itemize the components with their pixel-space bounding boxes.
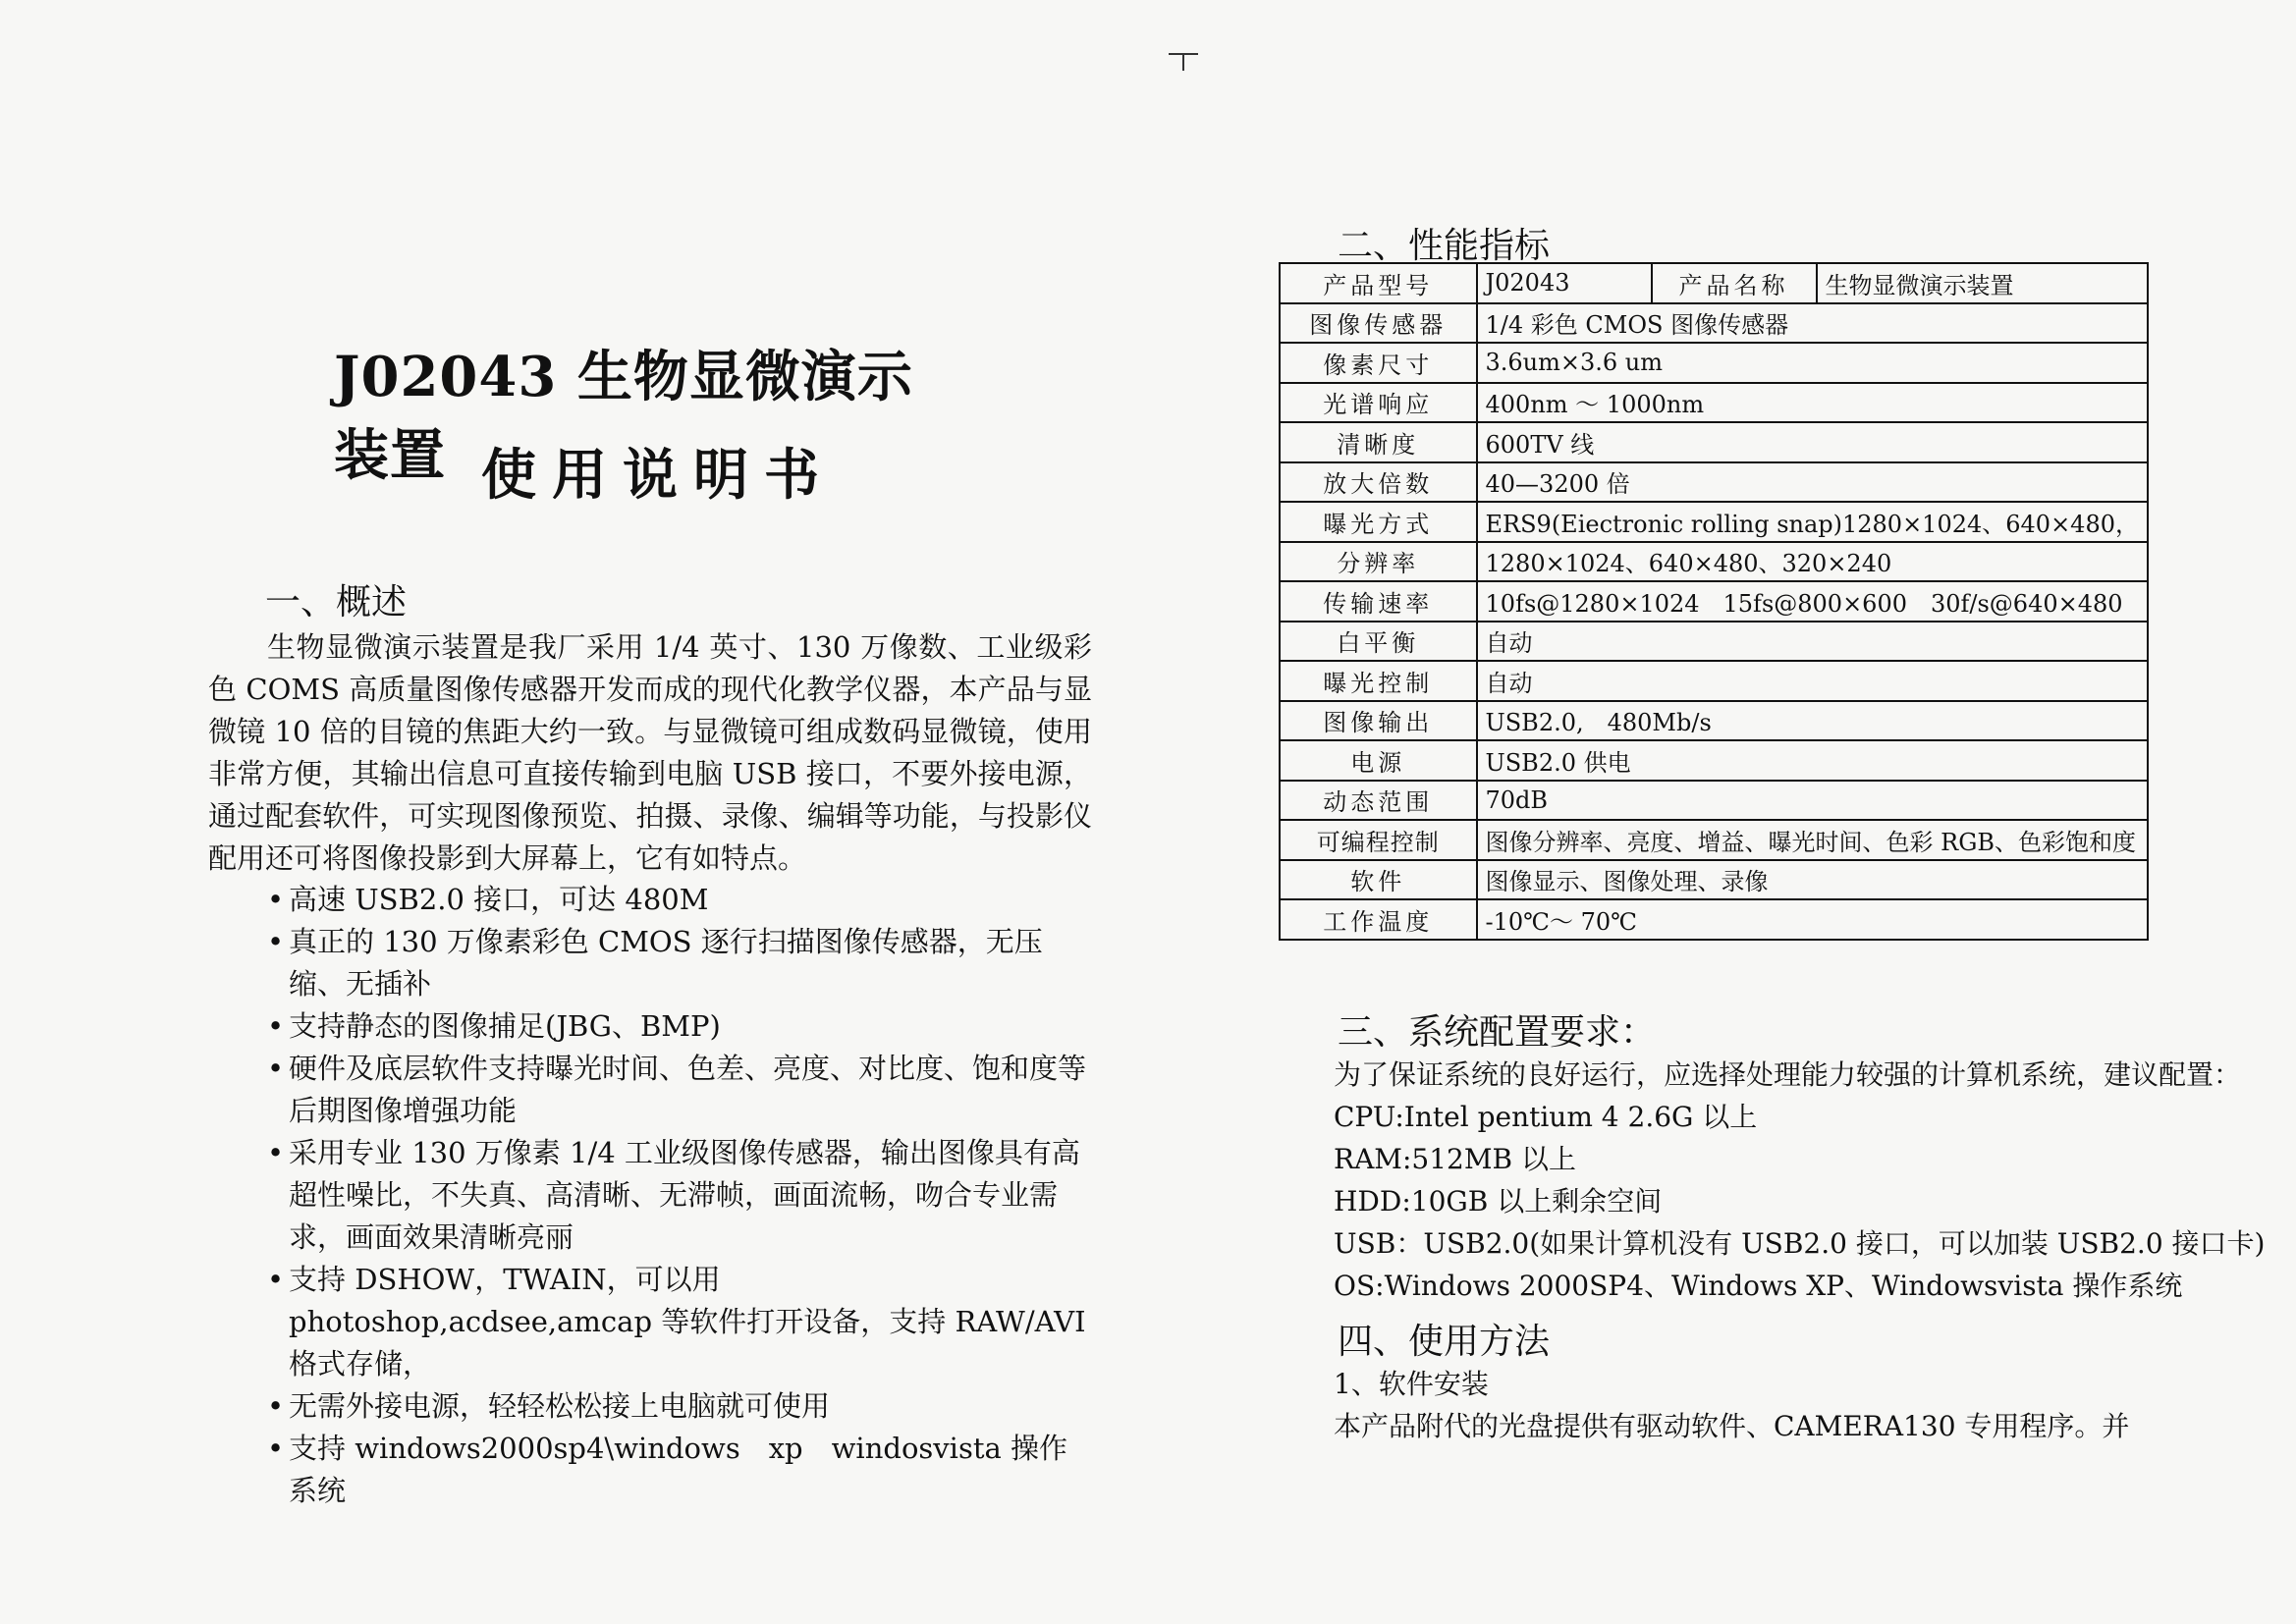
spec-value: 生物显微演示装置	[1817, 263, 2148, 303]
list-item: • 无需外接电源，轻轻松松接上电脑就可使用	[267, 1385, 1092, 1428]
spec-label: 光谱响应	[1280, 383, 1477, 423]
intro-paragraph	[208, 626, 1092, 880]
spec-label: 软件	[1280, 860, 1477, 900]
system-line: OS:Windows 2000SP4、Windows XP、Windowsvista 操作系统	[1334, 1270, 2183, 1302]
spec-label: 动态范围	[1280, 781, 1477, 821]
spec-label: 清晰度	[1280, 422, 1477, 462]
table-row	[1280, 860, 2148, 900]
spec-label: 电源	[1280, 740, 1477, 781]
spec-label: 曝光方式	[1280, 502, 1477, 542]
spec-value: 自动	[1477, 622, 2148, 662]
spec-value: 图像分辨率、亮度、增益、曝光时间、色彩 RGB、色彩饱和度	[1477, 820, 2148, 860]
spec-label: 传输速率	[1280, 581, 1477, 622]
spec-table	[1279, 262, 2149, 941]
list-item: • 真正的 130 万像素彩色 CMOS 逐行扫描图像传感器，无压缩、无插补	[267, 921, 1092, 1005]
system-line: USB：USB2.0(如果计算机没有 USB2.0 接口，可以加装 USB2.0 接口卡)	[1334, 1227, 2266, 1260]
table-row	[1280, 581, 2148, 622]
table-row	[1280, 781, 2148, 821]
system-requirements	[1334, 1054, 2266, 1307]
list-item: • 硬件及底层软件支持曝光时间、色差、亮度、对比度、饱和度等后期图像增强功能	[267, 1048, 1092, 1132]
table-row	[1280, 343, 2148, 383]
system-line: 为了保证系统的良好运行，应选择处理能力较强的计算机系统，建议配置：	[1334, 1058, 2242, 1091]
spec-label: 工作温度	[1280, 899, 1477, 940]
spec-value: 1280×1024、640×480、320×240	[1477, 542, 2148, 582]
spec-value: 图像显示、图像处理、录像	[1477, 860, 2148, 900]
spec-value: 600TV 线	[1477, 422, 2148, 462]
list-item: • 高速 USB2.0 接口，可达 480M	[267, 879, 1092, 921]
usage-subheading: 1、软件安装	[1334, 1368, 1489, 1400]
table-row	[1280, 899, 2148, 940]
spec-value: 10fs@1280×1024 15fs@800×600 30f/s@640×480	[1477, 581, 2148, 622]
intro-text: 生物显微演示装置是我厂采用 1/4 英寸、130 万像数、工业级彩色 COMS 高质量图像传感器开发而成的现代化教学仪器，本产品与显微镜 10 倍的目镜的焦距大约一致。与显微镜可组成数码显微镜，使用非常方便，其输出信息可直接传输到电脑 USB 接口，不要外接电源，通过配套软件，可实现图像预览、拍摄、录像、编辑等功能，与投影仪配用还可将图像投影到大屏幕上，它有如特点。	[208, 630, 1092, 875]
section-heading-system: 三、系统配置要求：	[1338, 1012, 1657, 1053]
spec-value: J02043	[1477, 263, 1652, 303]
section-heading-specs: 二、性能指标	[1338, 226, 1551, 266]
spec-label: 产品型号	[1280, 263, 1477, 303]
spec-label: 可编程控制	[1280, 820, 1477, 860]
table-row	[1280, 820, 2148, 860]
spec-value: 3.6um×3.6 um	[1477, 343, 2148, 383]
document-title: J02043 生物显微演示装置	[334, 345, 913, 488]
spec-value: -10℃～ 70℃	[1477, 899, 2148, 940]
spec-label: 放大倍数	[1280, 462, 1477, 503]
system-line: CPU:Intel pentium 4 2.6G 以上	[1334, 1101, 1758, 1133]
table-row	[1280, 422, 2148, 462]
table-row	[1280, 303, 2148, 344]
spec-label: 曝光控制	[1280, 661, 1477, 701]
spec-value: USB2.0 供电	[1477, 740, 2148, 781]
spec-label: 白平衡	[1280, 622, 1477, 662]
spec-value: 40—3200 倍	[1477, 462, 2148, 503]
spec-value: 1/4 彩色 CMOS 图像传感器	[1477, 303, 2148, 344]
spec-value: 70dB	[1477, 781, 2148, 821]
table-row	[1280, 740, 2148, 781]
spec-value: 自动	[1477, 661, 2148, 701]
document-subtitle: 使用说明书	[481, 443, 835, 508]
table-row	[1280, 542, 2148, 582]
list-item: • 支持 windows2000sp4\windows xp windosvista 操作系统	[267, 1428, 1092, 1512]
section-heading-usage: 四、使用方法	[1338, 1322, 1551, 1362]
table-row	[1280, 462, 2148, 503]
spec-label: 分辨率	[1280, 542, 1477, 582]
system-line: RAM:512MB 以上	[1334, 1143, 1576, 1175]
spec-label: 产品名称	[1652, 263, 1817, 303]
table-row	[1280, 263, 2148, 303]
spec-label: 图像输出	[1280, 701, 1477, 741]
spec-label: 图像传感器	[1280, 303, 1477, 344]
list-item: • 支持 DSHOW，TWAIN，可以用 photoshop,acdsee,amcap 等软件打开设备，支持 RAW/AVI 格式存储，	[267, 1259, 1092, 1385]
feature-list	[267, 879, 1092, 1512]
system-line: HDD:10GB 以上剩余空间	[1334, 1185, 1663, 1218]
table-row	[1280, 661, 2148, 701]
table-row	[1280, 383, 2148, 423]
spec-label: 像素尺寸	[1280, 343, 1477, 383]
usage-text: 本产品附代的光盘提供有驱动软件、CAMERA130 专用程序。并	[1334, 1410, 2130, 1442]
section-heading-overview: 一、概述	[265, 582, 408, 623]
table-row	[1280, 622, 2148, 662]
list-item: • 采用专业 130 万像素 1/4 工业级图像传感器，输出图像具有高超性噪比，不失真、高清晰、无滞帧，画面流畅，吻合专业需求，画面效果清晰亮丽	[267, 1132, 1092, 1259]
list-item: • 支持静态的图像捕足(JBG、BMP)	[267, 1005, 1092, 1048]
spec-value: 400nm ～ 1000nm	[1477, 383, 2148, 423]
spec-value: USB2.0, 480Mb/s	[1477, 701, 2148, 741]
table-row	[1280, 502, 2148, 542]
spec-value: ERS9(Eiectronic rolling snap)1280×1024、640×480，	[1477, 502, 2148, 542]
table-row	[1280, 701, 2148, 741]
